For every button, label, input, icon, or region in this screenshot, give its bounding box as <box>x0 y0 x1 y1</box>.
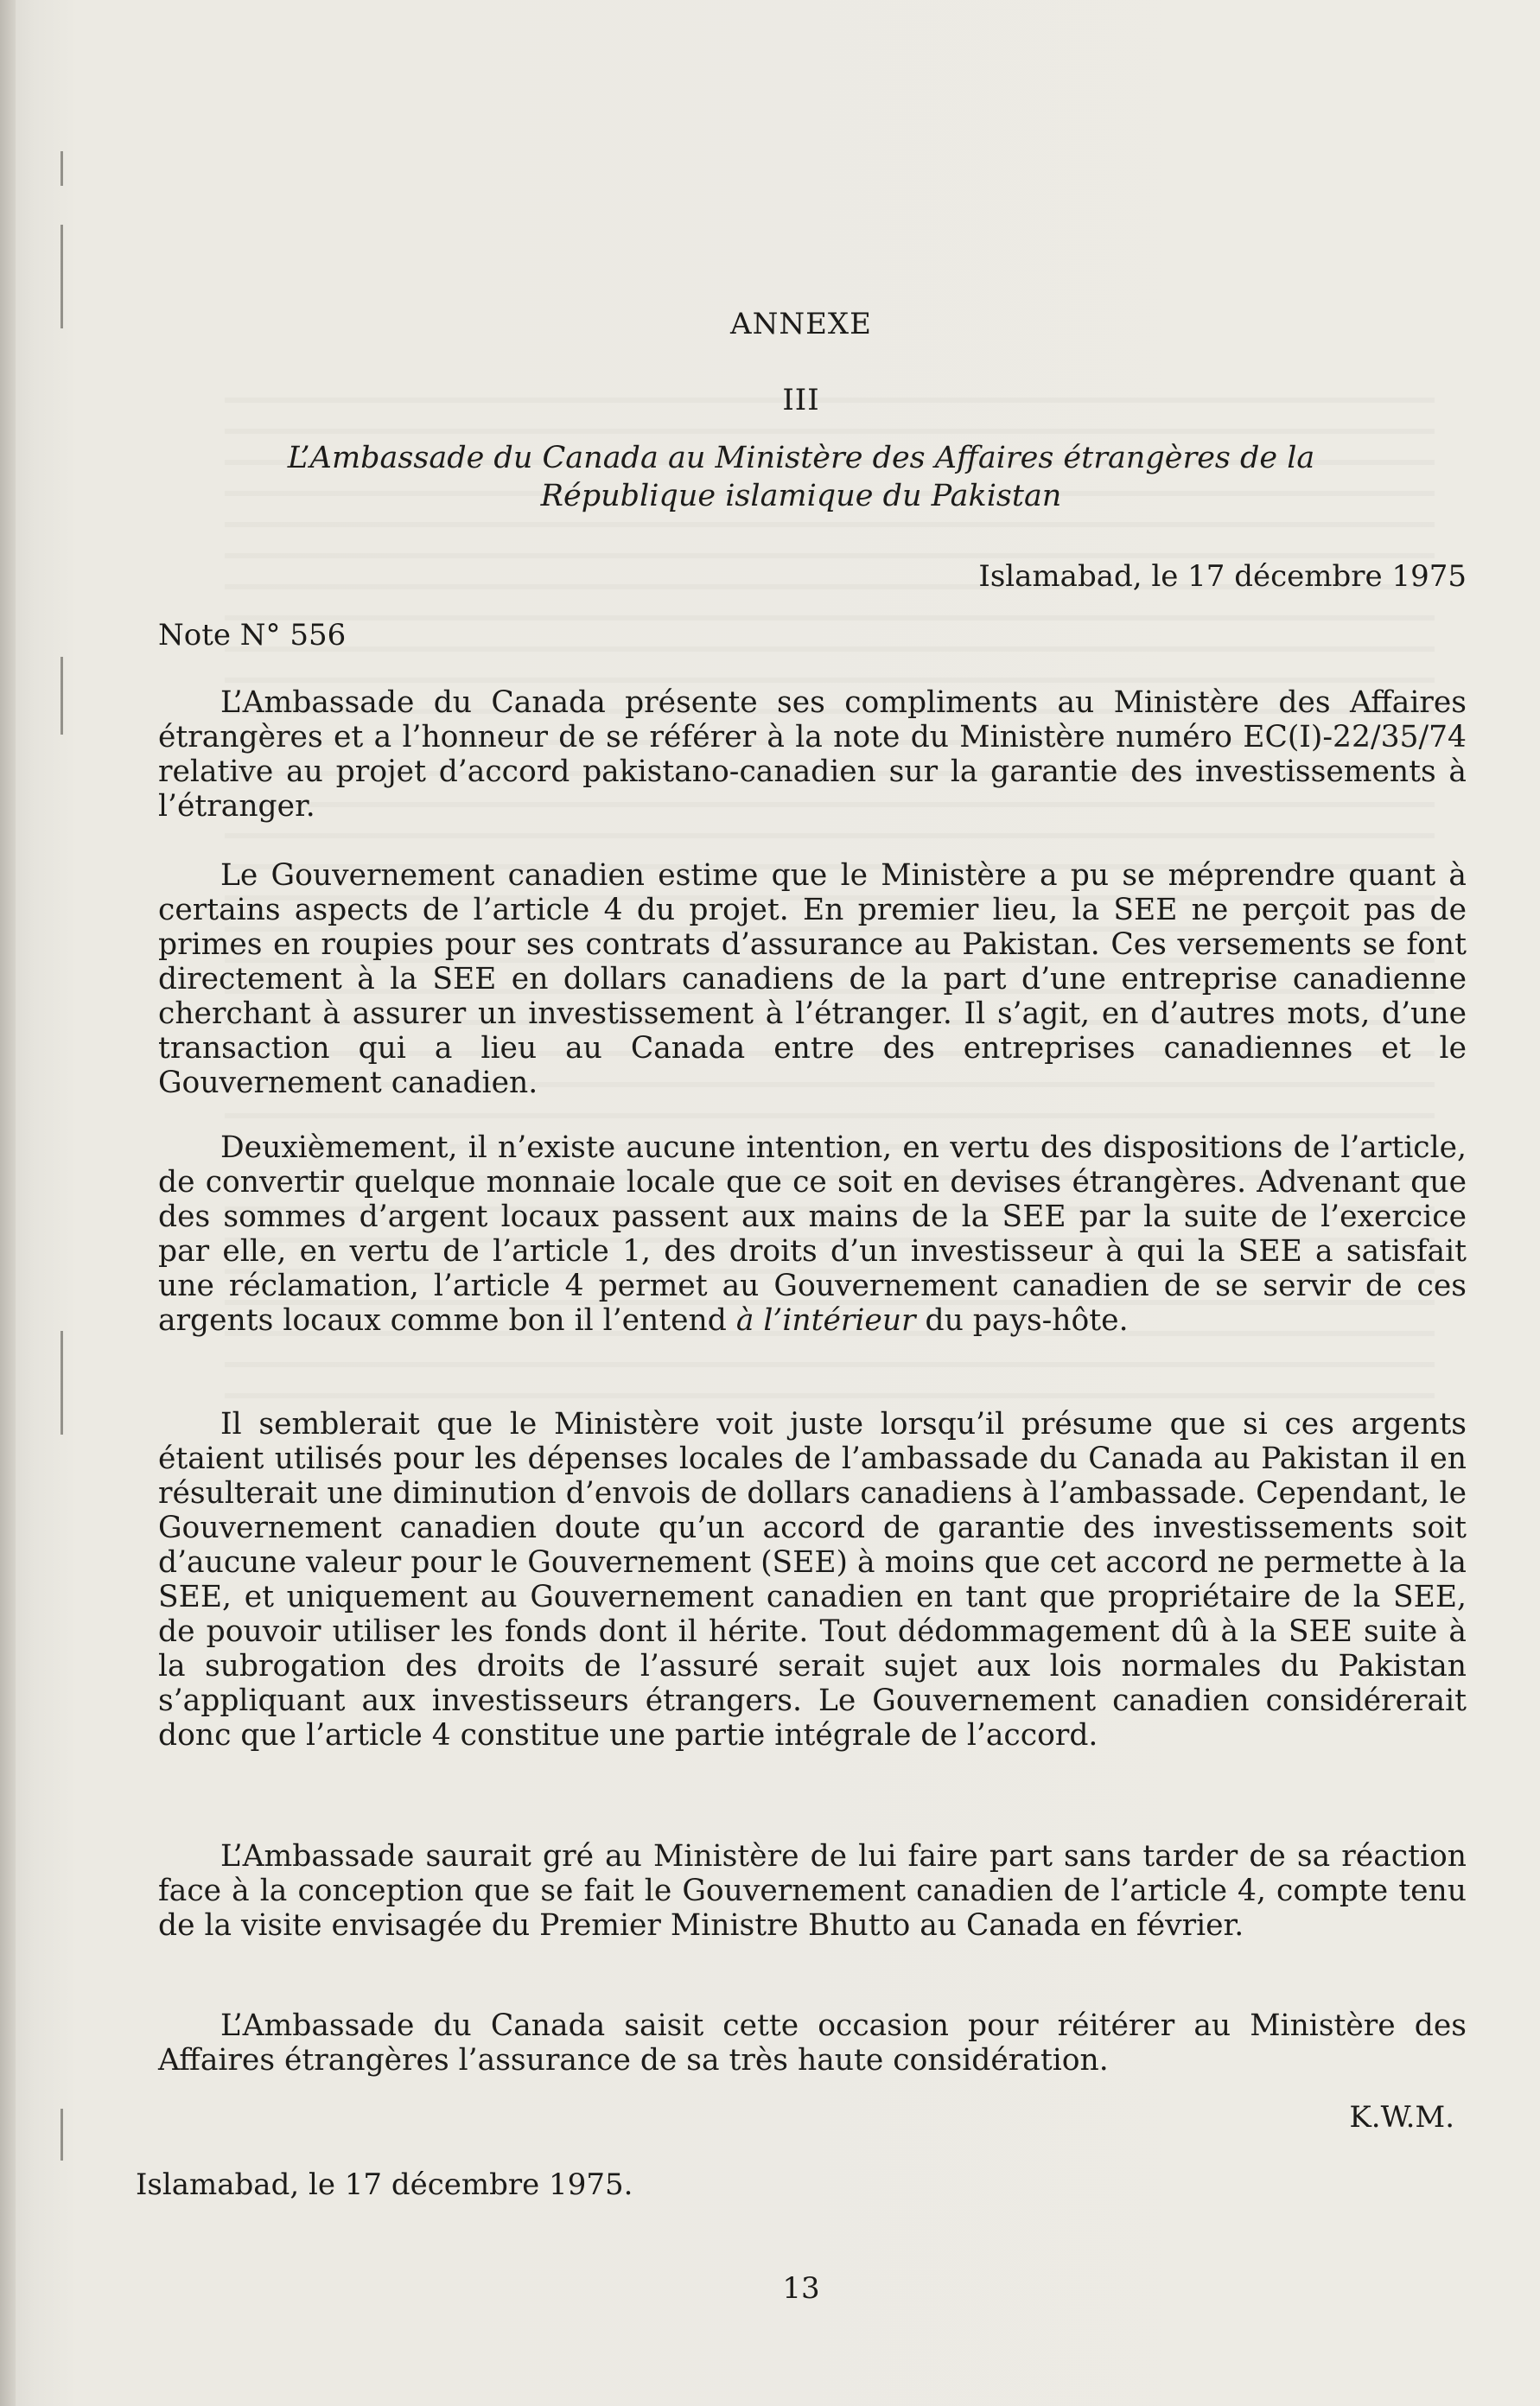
paragraph-3-text: Deuxièmement, il n’existe aucune intention, en vertu des dispositions de l’article, de convertir quelque monnaie locale que ce soit en devises étrangères. Advenant que des sommes d’argent locaux passent aux mains de la SEE par la suite de l’exercice par elle, en vertu de l’article 1, des droits d’un investisseur à qui la SEE a satisfait une réclamation, l’article 4 permet au Gouvernement canadien de se servir de ces argents locaux comme bon il l’entend <box>158 1130 1467 1338</box>
annex-label: ANNEXE <box>730 307 872 341</box>
binding-mark <box>60 225 63 328</box>
paragraph-6: L’Ambassade du Canada saisit cette occasion pour réitérer au Ministère des Affaires étrangères l’assurance de sa très haute considération. <box>158 2008 1467 2078</box>
letter-title-line-1: L’Ambassade du Canada au Ministère des Affaires étrangères de la <box>287 441 1315 475</box>
paragraph-3-emphasis: à l’intérieur <box>735 1303 916 1338</box>
letter-title <box>136 439 1467 515</box>
letter-title-line-2: République islamique du Pakistan <box>540 479 1062 513</box>
page-number: 13 <box>782 2271 820 2306</box>
binding-mark <box>60 1331 63 1435</box>
binding-mark <box>60 657 63 735</box>
page-spine-shadow <box>0 0 16 2406</box>
paragraph-3 <box>158 1130 1467 1338</box>
paragraph-3-ending: du pays-hôte. <box>925 1303 1129 1338</box>
annex-number: III <box>782 383 820 417</box>
paragraph-2: Le Gouvernement canadien estime que le Ministère a pu se méprendre quant à certains aspects de l’article 4 du projet. En premier lieu, la SEE ne perçoit pas de primes en roupies pour ses contrats d’assurance au Pakistan. Ces versements se font directement à la SEE en dollars canadiens de la part d’une entreprise canadienne cherchant à assurer un investissement à l’étranger. Il s’agit, en d’autres mots, d’une transaction qui a lieu au Canada entre des entreprises canadiennes et le Gouvernement canadien. <box>158 858 1467 1100</box>
paragraph-5: L’Ambassade saurait gré au Ministère de lui faire part sans tarder de sa réaction face à la conception que se fait le Gouvernement canadien de l’article 4, compte tenu de la visite envisagée du Premier Ministre Bhutto au Canada en février. <box>158 1839 1467 1943</box>
place-date: Islamabad, le 17 décembre 1975 <box>978 559 1467 594</box>
binding-mark <box>60 151 63 186</box>
signature-initials: K.W.M. <box>1349 2100 1454 2135</box>
paragraph-1: L’Ambassade du Canada présente ses compliments au Ministère des Affaires étrangères et a l’honneur de se référer à la note du Ministère numéro EC(I)-22/35/74 relative au projet d’accord pakistano-canadien sur la garantie des investissements à l’étranger. <box>158 685 1467 824</box>
binding-mark <box>60 2109 63 2161</box>
paragraph-4: Il semblerait que le Ministère voit juste lorsqu’il présume que si ces argents étaient utilisés pour les dépenses locales de l’ambassade du Canada au Pakistan il en résulterait une diminution d’envois de dollars canadiens à l’ambassade. Cependant, le Gouvernement canadien doute qu’un accord de garantie des investissements soit d’aucune valeur pour le Gouvernement (SEE) à moins que cet accord ne permette à la SEE, et uniquement au Gouvernement canadien en tant que propriétaire de la SEE, de pouvoir utiliser les fonds dont il hérite. Tout dédommagement dû à la SEE suite à la subrogation des droits de l’assuré serait sujet aux lois normales du Pakistan s’appliquant aux investisseurs étrangers. Le Gouvernement canadien considérerait donc que l’article 4 constitue une partie intégrale de l’accord. <box>158 1407 1467 1753</box>
closing-date: Islamabad, le 17 décembre 1975. <box>136 2167 633 2202</box>
note-number: Note N° 556 <box>158 618 347 652</box>
